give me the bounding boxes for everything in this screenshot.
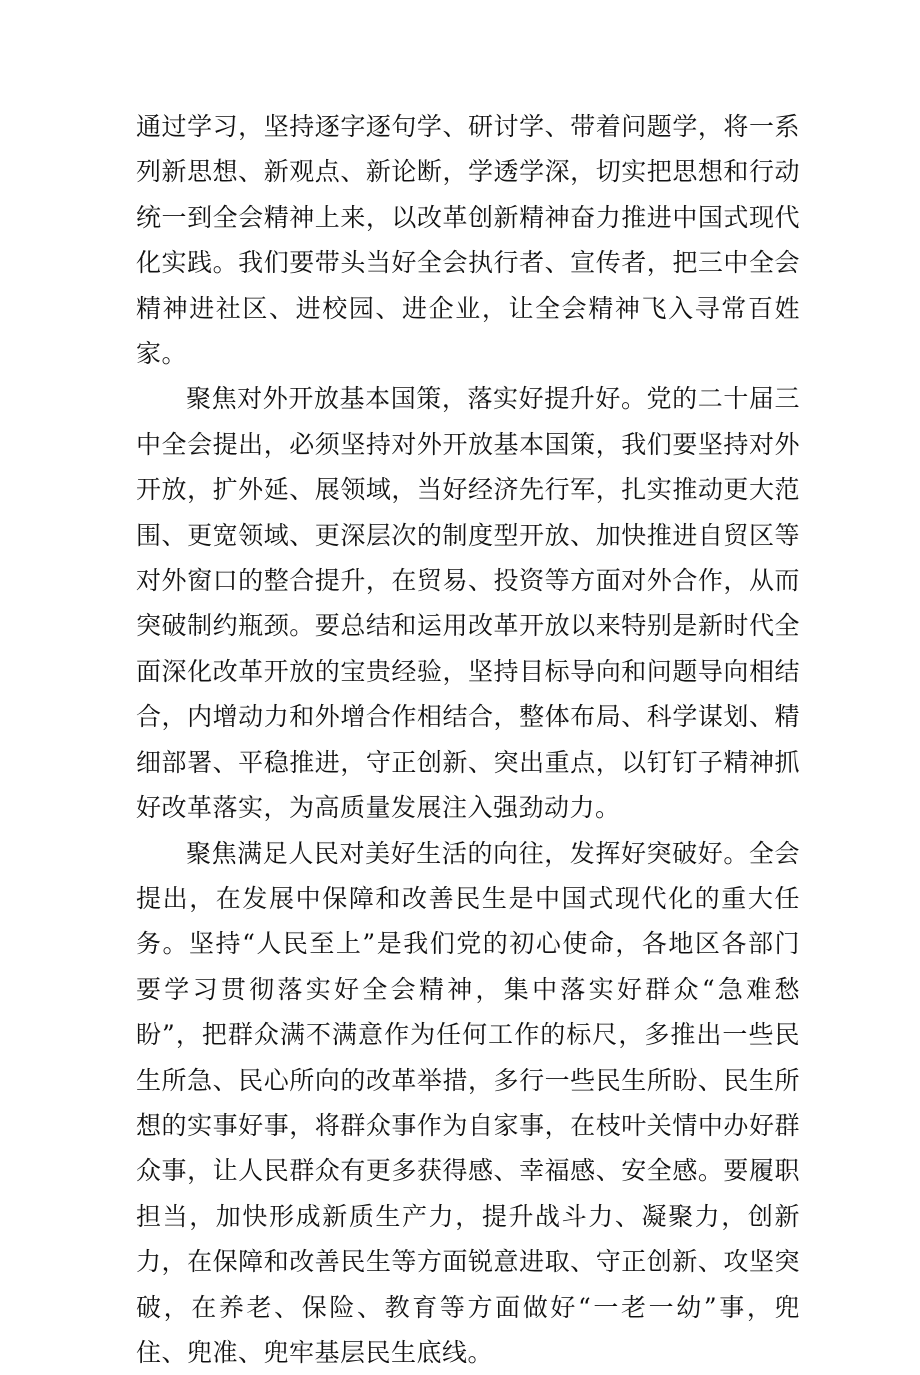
document-body: [136, 104, 800, 1375]
paragraph-3: 聚焦满足人民对美好生活的向往，发挥好突破好。全会提出，在发展中保障和改善民生是中国式现代化的重大任务。坚持“人民至上”是我们党的初心使命，各地区各部门要学习贯彻落实好全会精神，集中落实好群众“急难愁盼”，把群众满不满意作为任何工作的标尺，多推出一些民生所急、民心所向的改革举措，多行一些民生所盼、民生所想的实事好事，将群众事作为自家事，在枝叶关情中办好群众事，让人民群众有更多获得感、幸福感、安全感。要履职担当，加快形成新质生产力，提升战斗力、凝聚力，创新力，在保障和改善民生等方面锐意进取、守正创新、攻坚突破，在养老、保险、教育等方面做好“一老一幼”事，兜住、兜准、兜牢基层民生底线。: [136, 831, 800, 1375]
paragraph-2: 聚焦对外开放基本国策，落实好提升好。党的二十届三中全会提出，必须坚持对外开放基本国策，我们要坚持对外开放，扩外延、展领域，当好经济先行军，扎实推动更大范围、更宽领域、更深层次的制度型开放、加快推进自贸区等对外窗口的整合提升，在贸易、投资等方面对外合作，从而突破制约瓶颈。要总结和运用改革开放以来特别是新时代全面深化改革开放的宝贵经验，坚持目标导向和问题导向相结合，内增动力和外增合作相结合，整体布局、科学谋划、精细部署、平稳推进，守正创新、突出重点，以钉钉子精神抓好改革落实，为高质量发展注入强劲动力。: [136, 376, 800, 830]
paragraph-1: 通过学习，坚持逐字逐句学、研讨学、带着问题学，将一系列新思想、新观点、新论断，学透学深，切实把思想和行动统一到全会精神上来，以改革创新精神奋力推进中国式现代化实践。我们要带头当好全会执行者、宣传者，把三中全会精神进社区、进校园、进企业，让全会精神飞入寻常百姓家。: [136, 104, 800, 376]
